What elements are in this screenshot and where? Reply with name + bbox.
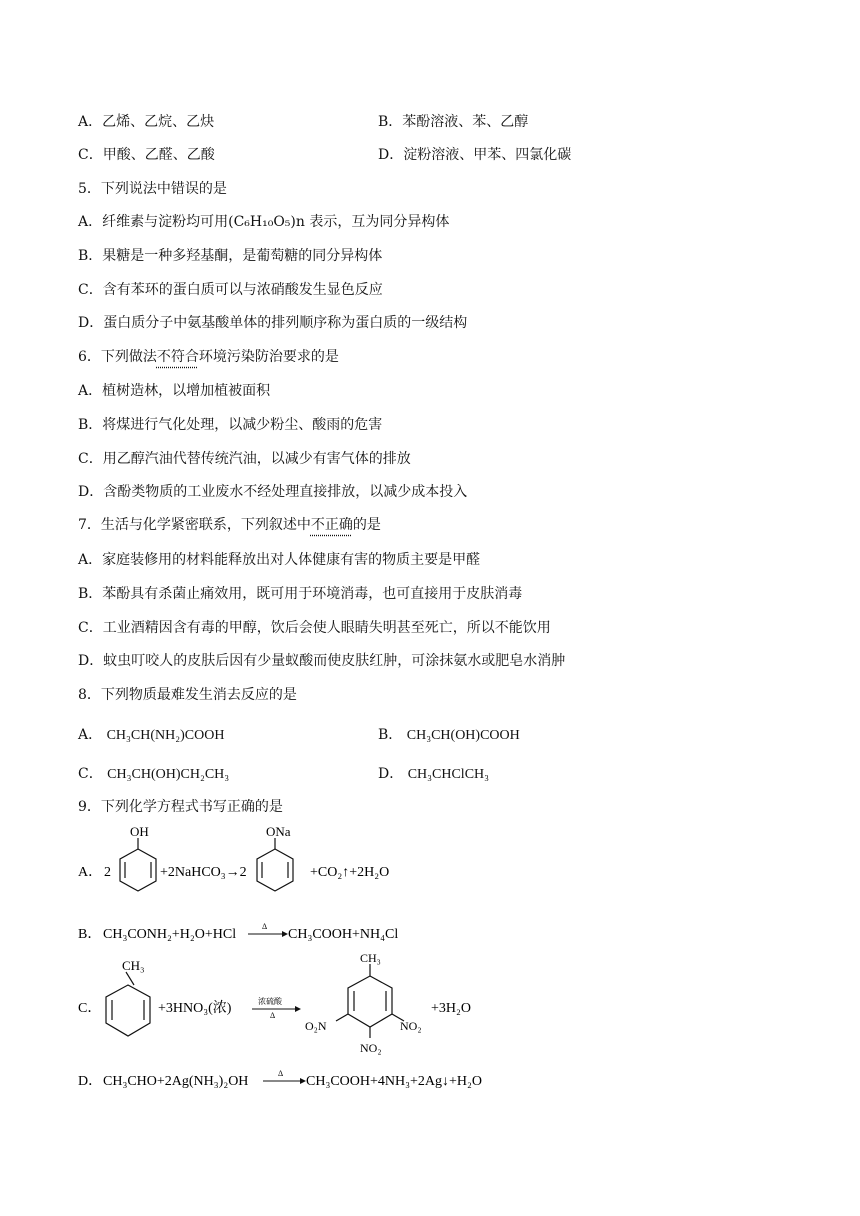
tnt-structure xyxy=(336,964,404,1038)
q9-option-d-equation xyxy=(70,1066,530,1096)
q9-option-a-reagent: +2NaHCO₃→2 xyxy=(160,865,247,880)
q6-option-b: B．将煤进行气化处理，以减少粉尘、酸雨的危害 xyxy=(78,417,383,433)
q6-stem-emphasis: 不符合 xyxy=(156,349,199,365)
q9-option-b-equation xyxy=(70,918,490,948)
q6-stem-pre: 6．下列做法 xyxy=(78,349,157,365)
q8-option-c xyxy=(78,764,229,785)
toluene-ch3-label: CH₃ xyxy=(122,958,145,973)
q8-stem: 8．下列物质最难发生消去反应的是 xyxy=(78,687,297,703)
tnt-no2-bottom-label: NO₂ xyxy=(360,1041,382,1055)
phenol-oh-label: OH xyxy=(130,824,149,839)
q8-option-b xyxy=(378,725,520,746)
q6-option-d: D．含酚类物质的工业废水不经处理直接排放，以减少成本投入 xyxy=(78,484,468,500)
q9-option-b-products: CH₃COOH+NH₄Cl xyxy=(288,927,399,942)
q7-stem-emphasis: 不正确 xyxy=(310,517,353,533)
q9-option-c-condition-bottom: Δ xyxy=(270,1011,276,1020)
q9-option-b-label: B． xyxy=(78,927,102,942)
q9-stem: 9．下列化学方程式书写正确的是 xyxy=(78,799,283,815)
q9-option-c-arrowhead xyxy=(295,1006,301,1012)
q9-option-a-label: A． xyxy=(78,865,103,880)
q4-option-d: D．淀粉溶液、甲苯、四氯化碳 xyxy=(378,147,572,163)
q8-option-d-label: D． xyxy=(378,766,404,782)
q7-stem-post: 的是 xyxy=(352,517,381,533)
q9-option-c-equation xyxy=(70,950,510,1062)
q7-option-b: B．苯酚具有杀菌止痛效用，既可用于环境消毒，也可直接用于皮肤消毒 xyxy=(78,586,523,602)
tnt-no2-left-label: O₂N xyxy=(305,1019,327,1033)
q8-option-b-formula: CH₃CH(OH)COOH xyxy=(406,728,520,743)
sodium-phenoxide-structure xyxy=(257,838,293,891)
q9-option-d-condition: Δ xyxy=(278,1069,284,1078)
q9-option-c-reagent: +3HNO₃(浓) xyxy=(158,1001,232,1016)
q7-option-d: D．蚊虫叮咬人的皮肤后因有少量蚁酸而使皮肤红肿，可涂抹氨水或肥皂水消肿 xyxy=(78,653,566,669)
q8-option-b-label: B． xyxy=(378,727,403,743)
q9-option-b-reactants: CH₃CONH₂+H₂O+HCl xyxy=(103,927,237,942)
q9-option-d-products: CH₃COOH+4NH₃+2Ag↓+H₂O xyxy=(306,1074,482,1089)
q9-option-a-coefficient: 2 xyxy=(104,865,111,880)
toluene-structure xyxy=(106,972,150,1036)
q9-option-c-label: C． xyxy=(78,1001,102,1016)
q4-option-b: B．苯酚溶液、苯、乙醇 xyxy=(378,114,529,130)
tnt-no2-right-label: NO₂ xyxy=(400,1019,422,1033)
q8-option-d-formula: CH₃CHClCH₃ xyxy=(407,767,490,782)
q8-option-a xyxy=(78,725,224,746)
q5-stem: 5．下列说法中错误的是 xyxy=(78,181,227,197)
q8-option-a-formula: CH₃CH(NH₂)COOH xyxy=(106,728,225,743)
q4-option-c: C．甲酸、乙醛、乙酸 xyxy=(78,147,215,163)
q7-stem-pre: 7．生活与化学紧密联系，下列叙述中 xyxy=(78,517,311,533)
q7-option-a: A．家庭装修用的材料能释放出对人体健康有害的物质主要是甲醛 xyxy=(78,552,481,568)
q8-option-a-label: A． xyxy=(78,727,103,743)
q7-stem xyxy=(78,515,381,535)
q5-option-c: C．含有苯环的蛋白质可以与浓硝酸发生显色反应 xyxy=(78,282,383,298)
q6-stem-post: 环境污染防治要求的是 xyxy=(198,349,339,365)
phenoxide-ona-label: ONa xyxy=(266,824,291,839)
q8-option-d xyxy=(378,764,489,785)
q6-stem xyxy=(78,347,339,367)
q7-option-c: C．工业酒精因含有毒的甲醇，饮后会使人眼睛失明甚至死亡，所以不能饮用 xyxy=(78,620,551,636)
q9-option-c-condition-top: 浓硫酸 xyxy=(258,997,282,1006)
q6-option-a: A．植树造林，以增加植被面积 xyxy=(78,383,271,399)
q9-option-d-reactants: CH₃CHO+2Ag(NH₃)₂OH xyxy=(103,1074,249,1089)
q4-option-a: A．乙烯、乙烷、乙炔 xyxy=(78,114,215,130)
q9-option-d-label: D． xyxy=(78,1074,103,1089)
tnt-ch3-label: CH₃ xyxy=(360,951,381,965)
q9-option-a-equation xyxy=(70,822,490,912)
q9-option-a-products: +CO₂↑+2H₂O xyxy=(310,865,390,880)
q8-option-c-formula: CH₃CH(OH)CH₂CH₃ xyxy=(107,767,230,782)
q5-option-d: D．蛋白质分子中氨基酸单体的排列顺序称为蛋白质的一级结构 xyxy=(78,315,468,331)
q9-option-b-condition: Δ xyxy=(262,922,268,931)
q6-option-c: C．用乙醇汽油代替传统汽油，以减少有害气体的排放 xyxy=(78,451,411,467)
q5-option-a: A．纤维素与淀粉均可用(C₆H₁₀O₅)n 表示，互为同分异构体 xyxy=(78,214,450,230)
q8-option-c-label: C． xyxy=(78,766,103,782)
q5-option-b: B．果糖是一种多羟基酮，是葡萄糖的同分异构体 xyxy=(78,248,383,264)
q9-option-c-products: +3H₂O xyxy=(431,1001,471,1016)
phenol-structure xyxy=(120,838,156,891)
